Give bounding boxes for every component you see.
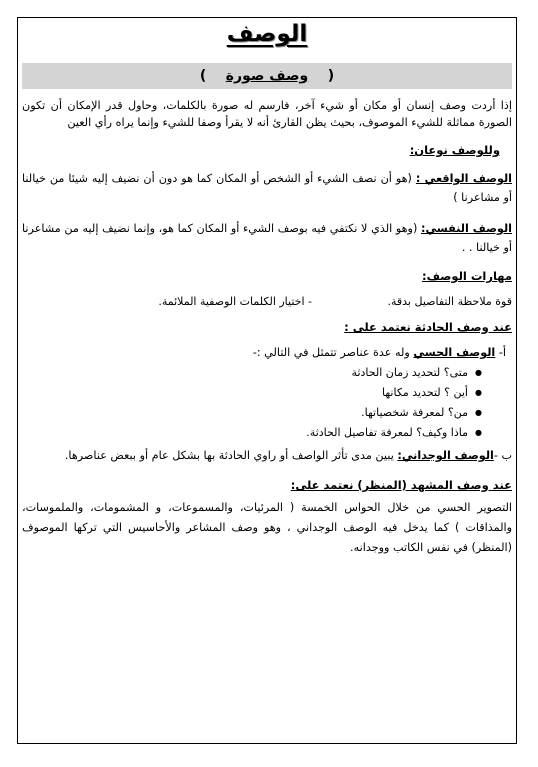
- page-title: الوصف: [226, 21, 308, 47]
- skill-item: قوة ملاحظة التفاصيل بدقة.: [387, 295, 512, 308]
- emotional-prefix: ب -: [493, 449, 512, 462]
- types-heading: وللوصف نوعان:: [409, 143, 500, 157]
- sensory-heading: [22, 346, 512, 359]
- realistic-term: الوصف الواقعي :: [415, 172, 512, 185]
- list-item: ● ماذا وكيف؟ لمعرفة تفاصيل الحادثة.: [22, 423, 468, 443]
- band-label: وصف صورة: [225, 68, 309, 84]
- scene-paragraph: التصوير الحسي من خلال الحواس الخمسة ( المرئيات، والمسموعات، و المشمومات، والملموسات، والمذاقات ) كما يدخل فيه الوصف الوجداني ، وهو وصف المشاعر والأحاسيس التي تركها الموصوف (المنظر) في نفس الكاتب ووجدانه.: [22, 501, 512, 554]
- list-item: ● متى؟ لتحديد زمان الحادثة: [22, 363, 468, 383]
- sensory-list: [22, 363, 512, 443]
- document-page: [22, 18, 512, 558]
- psychological-text: (وهو الذي لا نكتفي فيه بوصف الشيء أو المكان كما هو، وإنما نضيف إليه من مشاعرنا أو خيالنا . .: [22, 222, 512, 254]
- skills-heading: مهارات الوصف:: [421, 269, 512, 283]
- sensory-prefix: أ-: [498, 346, 506, 359]
- event-heading: عند وصف الحادثة نعتمد على :: [344, 320, 512, 334]
- emotional-text: يبين مدى تأثر الواصف أو راوي الحادثة بها بشكل عام أو ببعض عناصرها.: [64, 449, 394, 462]
- intro-paragraph: إذا أردت وصف إنسان أو مكان أو شيء آخر، فارسم له صورة بالكلمات، وحاول قدر الإمكان أن تكون الصورة مماثلة للشيء الموصوف، بحيث يظن القارئ أنه لا يقرأ وصفا للشيء وإنما يراه رأي العين: [22, 99, 512, 129]
- scene-heading: عند وصف المشهد (المنظر) نعتمد على:: [290, 478, 512, 492]
- emotional-term: الوصف الوجداني:: [397, 449, 494, 462]
- realistic-text: (هو أن نصف الشيء أو الشخص أو المكان كما هو دون أن نضيف إليه شيئا من خيالنا أو مشاعرنا ): [22, 172, 512, 204]
- psychological-definition: [22, 219, 512, 257]
- skills-row: [22, 295, 512, 308]
- psychological-term: الوصف النفسي:: [420, 222, 512, 235]
- skill-item: - اختيار الكلمات الوصفية الملائمة.: [158, 295, 312, 308]
- list-item: ● من؟ لمعرفة شخصياتها.: [22, 403, 468, 423]
- sensory-term: الوصف الحسي: [413, 346, 496, 359]
- list-item: ● أين ؟ لتحديد مكانها: [22, 383, 468, 403]
- realistic-definition: [22, 169, 512, 207]
- sensory-text: وله عدة عناصر تتمثل في التالي :-: [252, 346, 410, 359]
- band-paren-open: (: [327, 68, 335, 84]
- emotional-definition: [22, 449, 512, 462]
- band-paren-close: ): [199, 68, 207, 84]
- section-band: [22, 63, 512, 89]
